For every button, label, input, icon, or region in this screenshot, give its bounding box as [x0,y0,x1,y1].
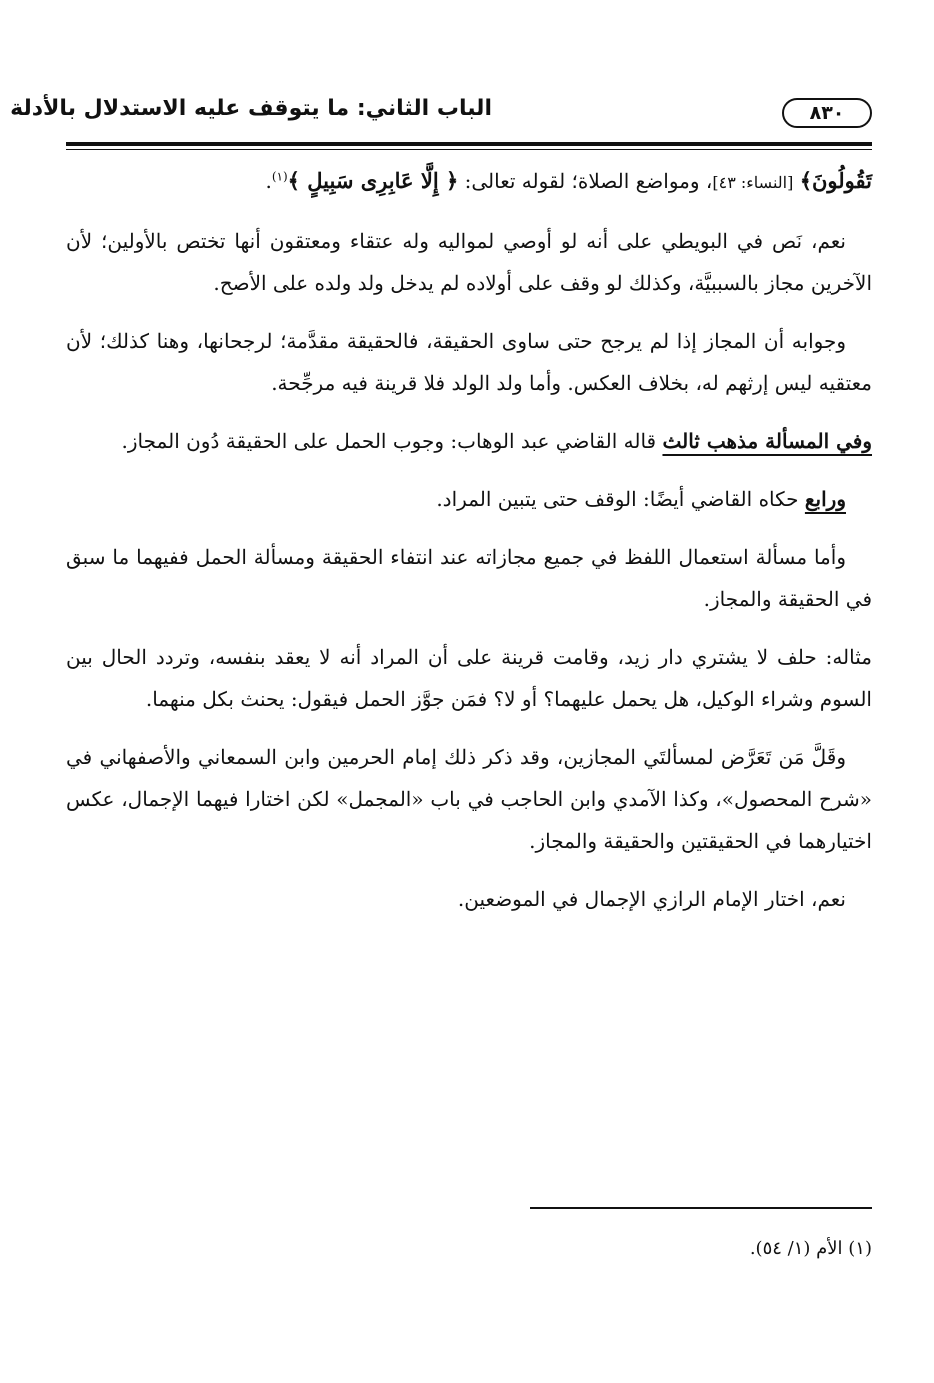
footnote-1: (١) الأم (١/ ٥٤). [749,1238,872,1259]
paragraph-1-text: ، ومواضع الصلاة؛ لقوله تعالى: [464,169,713,193]
running-title: الباب الثاني: ما يتوقف عليه الاستدلال بالأدلة [10,96,492,121]
surah-citation: [النساء: ٤٣] [712,173,794,192]
fourth-opinion-heading: ورابع [804,487,846,511]
paragraph-4-text: قاله القاضي عبد الوهاب: وجوب الحمل على الحقيقة دُون المجاز. [121,429,663,453]
paragraph-8: وقَلَّ مَن تَعَرَّض لمسألتَي المجازين، وقد ذكر ذلك إمام الحرمين وابن السمعاني والأصفهاني في «شرح المحصول»، وكذا الآمدي وابن الحاجب في باب «المجمل» لكن اختارا فيهما الإجمال، عكس اختيارهما في الحقيقتين والحقيقة والمجاز. [66,745,872,853]
paragraph-5 [66,478,872,520]
paragraph-5-text: حكاه القاضي أيضًا: الوقف حتى يتبين المراد. [436,487,805,511]
main-text [66,160,872,936]
header-rule-thin [66,149,872,150]
paragraph-2: نعم، نَص في البويطي على أنه لو أوصي لمواليه وله عتقاء ومعتقون أنها تختص بالأولين؛ لأن الآخرين مجاز بالسببيَّة، وكذلك لو وقف على أولاده لم يدخل ولد ولده على الأصح. [66,229,872,295]
paragraph-7: مثاله: حلف لا يشتري دار زيد، وقامت قرينة على أن المراد أنه لا يعقد بنفسه، وتردد الحال بين السوم وشراء الوكيل، هل يحمل عليهما؟ أو لا؟ فمَن جوَّز الحمل فيقول: يحنث بكل منهما. [66,645,872,711]
paragraph-1 [66,160,872,204]
paragraph-6: وأما مسألة استعمال اللفظ في جميع مجازاته عند انتفاء الحقيقة ومسألة الحمل ففيهما ما سبق في الحقيقة والمجاز. [66,545,872,611]
page-header [10,92,872,136]
paragraph-1-end: . [265,169,272,193]
footnote-separator [530,1207,872,1209]
paragraph-9: نعم، اختار الإمام الرازي الإجمال في الموضعين. [457,887,846,911]
page-number: ٨٣٠ [782,98,872,128]
quran-verse: ﴿ إِلَّا عَابِرِى سَبِيلٍ ﴾ [287,168,459,193]
verse-ending: تَقُولُونَ﴾ [799,168,872,193]
paragraph-3: وجوابه أن المجاز إذا لم يرجح حتى ساوى الحقيقة، فالحقيقة مقدَّمة؛ لرجحانها، وهنا كذلك؛ لأن معتقيه ليس إرثهم له، بخلاف العكس. وأما ولد الولد فلا قرينة فيه مرجِّحة. [66,329,872,395]
third-opinion-heading: وفي المسألة مذهب ثالث [662,429,872,453]
paragraph-4 [66,420,872,462]
header-rule-thick [66,142,872,146]
footnote-marker: (١) [271,169,288,184]
